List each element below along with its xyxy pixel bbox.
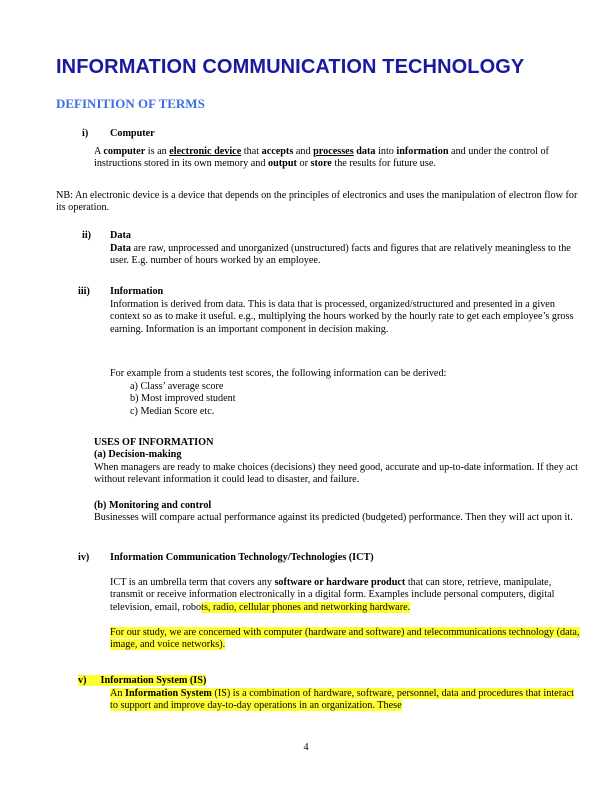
decision-making-text: When managers are ready to make choices (decisions) they need good, accurate and up-to-date information. If they act without relevant information it could lead to disaster, and failure. — [94, 462, 578, 486]
section-subtitle: DEFINITION OF TERMS — [56, 96, 205, 111]
item-number: v) — [78, 675, 101, 686]
nb-note: NB: An electronic device is a device that depends on the principles of electronics and uses the manipulation of electron flow for its operation. — [56, 190, 578, 214]
page-number: 4 — [303, 742, 309, 753]
monitoring-text: Businesses will compare actual performance against its predicted (budgeted) performance. Then they will act upon it. — [94, 512, 573, 523]
list-item: b) Most improved student — [130, 393, 236, 405]
list-item: a) Class’ average score — [130, 381, 224, 392]
item-number: ii) — [82, 230, 92, 241]
example-list — [130, 381, 236, 418]
monitoring-heading: (b) Monitoring and control — [94, 500, 212, 511]
information-definition: Information is derived from data. This is data that is processed, organized/structured and presented in a given context so as to make it useful. e.g., multiplying the hours worked by the hourly rate to get each employee’s gross earning. Information is an important component in decision making. — [110, 299, 574, 335]
item-number: iv) — [78, 552, 90, 563]
ict-study-scope: For our study, we are concerned with computer (hardware and software) and telecommunications technology (data, image, and voice networks). — [110, 627, 580, 651]
ict-definition: ICT is an umbrella term that covers any software or hardware product that can store, retrieve, manipulate, transmit or receive information electronically in a digital form. Examples include personal computers, digital television, email, robots, radio, cellular phones and networking hardware. — [110, 577, 555, 613]
is-heading: Information System (IS) — [100, 675, 207, 686]
information-heading: Information — [110, 286, 164, 297]
data-heading: Data — [110, 230, 131, 241]
computer-heading: Computer — [110, 128, 155, 139]
is-heading-row — [78, 675, 578, 687]
ict-heading: Information Communication Technology/Technologies (ICT) — [110, 552, 374, 563]
uses-heading: USES OF INFORMATION — [94, 437, 214, 448]
example-intro: For example from a students test scores, the following information can be derived: — [110, 368, 447, 379]
data-definition: Data are raw, unprocessed and unorganized (unstructured) facts and figures that are relatively meaningless to the user. E.g. number of hours worked by an employee. — [110, 243, 571, 267]
list-item: c) Median Score etc. — [130, 405, 215, 417]
is-definition: An Information System (IS) is a combination of hardware, software, personnel, data and procedures that interact to support and improve day-to-day operations in an organization. These — [110, 688, 574, 712]
item-number: i) — [82, 128, 89, 139]
computer-definition: A computer is an electronic device that accepts and processes data into information and under the control of instructions stored in its own memory and output or store the results for future use. — [94, 146, 549, 170]
decision-making-heading: (a) Decision-making — [94, 449, 182, 460]
page-title: INFORMATION COMMUNICATION TECHNOLOGY — [56, 56, 525, 78]
item-number: iii) — [78, 286, 90, 297]
